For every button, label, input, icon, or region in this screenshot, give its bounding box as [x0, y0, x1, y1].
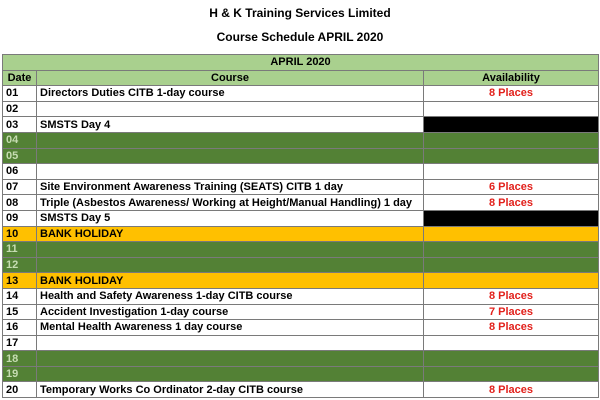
table-row [3, 148, 599, 164]
table-row [3, 242, 599, 258]
row-course [37, 164, 424, 180]
row-date: 15 [3, 304, 37, 320]
row-date: 02 [3, 101, 37, 117]
row-date: 14 [3, 288, 37, 304]
row-date: 05 [3, 148, 37, 164]
row-course [37, 242, 424, 258]
row-availability: 8 Places [424, 86, 599, 102]
month-header-row [3, 55, 599, 71]
row-availability [424, 366, 599, 382]
row-availability [424, 335, 599, 351]
column-header-row [3, 70, 599, 86]
table-row [3, 226, 599, 242]
row-course: Temporary Works Co Ordinator 2-day CITB course [37, 382, 424, 398]
table-row [3, 195, 599, 211]
row-availability [424, 242, 599, 258]
table-row [3, 257, 599, 273]
column-header-availability: Availability [424, 70, 599, 86]
row-course [37, 101, 424, 117]
row-course [37, 257, 424, 273]
row-availability [424, 351, 599, 367]
row-course: Triple (Asbestos Awareness/ Working at Height/Manual Handling) 1 day [37, 195, 424, 211]
row-course: SMSTS Day 4 [37, 117, 424, 133]
row-availability: 7 Places [424, 304, 599, 320]
row-availability: 6 Places [424, 179, 599, 195]
row-availability: 8 Places [424, 382, 599, 398]
month-header: APRIL 2020 [3, 55, 599, 71]
row-availability [424, 148, 599, 164]
column-header-date: Date [3, 70, 37, 86]
row-availability [424, 132, 599, 148]
table-row [3, 179, 599, 195]
schedule-title: Course Schedule APRIL 2020 [216, 30, 384, 44]
row-date: 18 [3, 351, 37, 367]
row-date: 06 [3, 164, 37, 180]
row-availability: 8 Places [424, 195, 599, 211]
row-course: BANK HOLIDAY [37, 273, 424, 289]
row-availability [424, 273, 599, 289]
row-date: 19 [3, 366, 37, 382]
table-row [3, 304, 599, 320]
row-date: 10 [3, 226, 37, 242]
row-availability [424, 226, 599, 242]
table-row [3, 210, 599, 226]
table-row [3, 382, 599, 398]
row-date: 09 [3, 210, 37, 226]
table-row [3, 86, 599, 102]
table-row [3, 117, 599, 133]
row-course [37, 366, 424, 382]
table-row [3, 101, 599, 117]
row-course: Accident Investigation 1-day course [37, 304, 424, 320]
schedule-body [3, 86, 599, 398]
row-course: BANK HOLIDAY [37, 226, 424, 242]
table-row [3, 288, 599, 304]
table-row [3, 164, 599, 180]
row-date: 03 [3, 117, 37, 133]
company-name: H & K Training Services Limited [209, 6, 391, 20]
row-date: 20 [3, 382, 37, 398]
row-course [37, 335, 424, 351]
row-date: 01 [3, 86, 37, 102]
row-date: 08 [3, 195, 37, 211]
row-date: 16 [3, 320, 37, 336]
table-row [3, 132, 599, 148]
table-row [3, 351, 599, 367]
row-date: 11 [3, 242, 37, 258]
row-availability [424, 257, 599, 273]
row-course [37, 148, 424, 164]
table-row [3, 335, 599, 351]
table-row [3, 320, 599, 336]
row-course: Health and Safety Awareness 1-day CITB course [37, 288, 424, 304]
row-availability [424, 210, 599, 226]
row-availability: 8 Places [424, 288, 599, 304]
row-availability: 8 Places [424, 320, 599, 336]
row-course: Site Environment Awareness Training (SEATS) CITB 1 day [37, 179, 424, 195]
row-date: 17 [3, 335, 37, 351]
row-course [37, 351, 424, 367]
row-course: Directors Duties CITB 1-day course [37, 86, 424, 102]
row-availability [424, 164, 599, 180]
row-course [37, 132, 424, 148]
row-course: Mental Health Awareness 1 day course [37, 320, 424, 336]
schedule-table [2, 54, 599, 398]
row-availability [424, 101, 599, 117]
table-row [3, 366, 599, 382]
column-header-course: Course [37, 70, 424, 86]
table-row [3, 273, 599, 289]
row-date: 13 [3, 273, 37, 289]
row-course: SMSTS Day 5 [37, 210, 424, 226]
row-date: 07 [3, 179, 37, 195]
row-date: 04 [3, 132, 37, 148]
row-availability [424, 117, 599, 133]
row-date: 12 [3, 257, 37, 273]
